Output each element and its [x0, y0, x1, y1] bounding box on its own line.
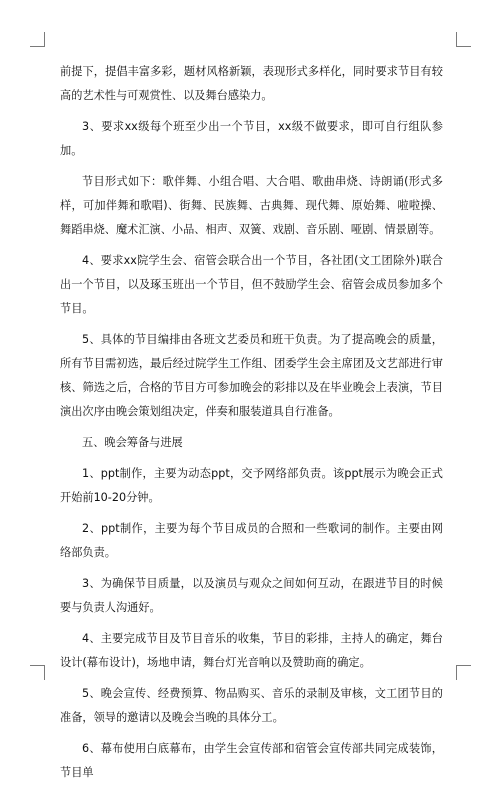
- paragraph: 4、要求xx院学生会、宿管会联合出一个节目，各社团(文工团除外)联合出一个节目，以及琢玉班出一个节目，但不鼓励学生会、宿管会成员参加多个节目。: [60, 254, 443, 315]
- crop-mark-bottom-left: [30, 665, 45, 680]
- paragraph: 5、具体的节目编排由各班文艺委员和班干负责。为了提高晚会的质量，所有节目需初选，最后经过院学生工作组、团委学生会主席团及文艺部进行审核、筛选之后，合格的节目方可参加晚会的彩排以及在毕业晚会上表演，节目演出次序由晚会策划组决定，伴奏和服装道具自行准备。: [60, 333, 443, 418]
- paragraph: 2、ppt制作，主要为每个节目成员的合照和一些歌词的制作。主要由网络部负责。: [60, 522, 443, 559]
- paragraph: 3、为确保节目质量，以及演员与观众之间如何互动，在跟进节目的时候要与负责人沟通好。: [60, 577, 443, 614]
- paragraph: 节目形式如下：歌伴舞、小组合唱、大合唱、歌曲串烧、诗朗诵(形式多样，可加伴舞和歌唱)、街舞、民族舞、古典舞、现代舞、原始舞、啦啦操、舞蹈串烧、魔术汇演、小品、相声、双簧、戏剧、音乐剧、哑剧、情景剧等。: [60, 175, 443, 236]
- crop-mark-top-left: [30, 32, 45, 47]
- crop-mark-bottom-right: [456, 665, 471, 680]
- paragraph: 前提下，提倡丰富多彩，题材风格新颖，表现形式多样化，同时要求节目有较高的艺术性与可观赏性、以及舞台感染力。: [60, 65, 443, 102]
- paragraph: 4、主要完成节目及节目音乐的收集，节目的彩排，主持人的确定，舞台设计(幕布设计)，场地申请，舞台灯光音响以及赞助商的确定。: [60, 632, 443, 669]
- paragraph: 3、要求xx级每个班至少出一个节目，xx级不做要求，即可自行组队参加。: [60, 120, 443, 157]
- document-body: [60, 60, 443, 787]
- paragraph: 1、ppt制作，主要为动态ppt，交予网络部负责。该ppt展示为晚会正式开始前10-20分钟。: [60, 467, 443, 504]
- paragraph: 5、晚会宣传、经费预算、物品购买、音乐的录制及审核，文工团节目的准备，领导的邀请以及晚会当晚的具体分工。: [60, 687, 443, 724]
- paragraph: 6、幕布使用白底幕布，由学生会宣传部和宿管会宣传部共同完成装饰，节目单: [60, 742, 443, 779]
- section-heading: 五、晚会筹备与进展: [82, 436, 183, 449]
- crop-mark-top-right: [456, 32, 471, 47]
